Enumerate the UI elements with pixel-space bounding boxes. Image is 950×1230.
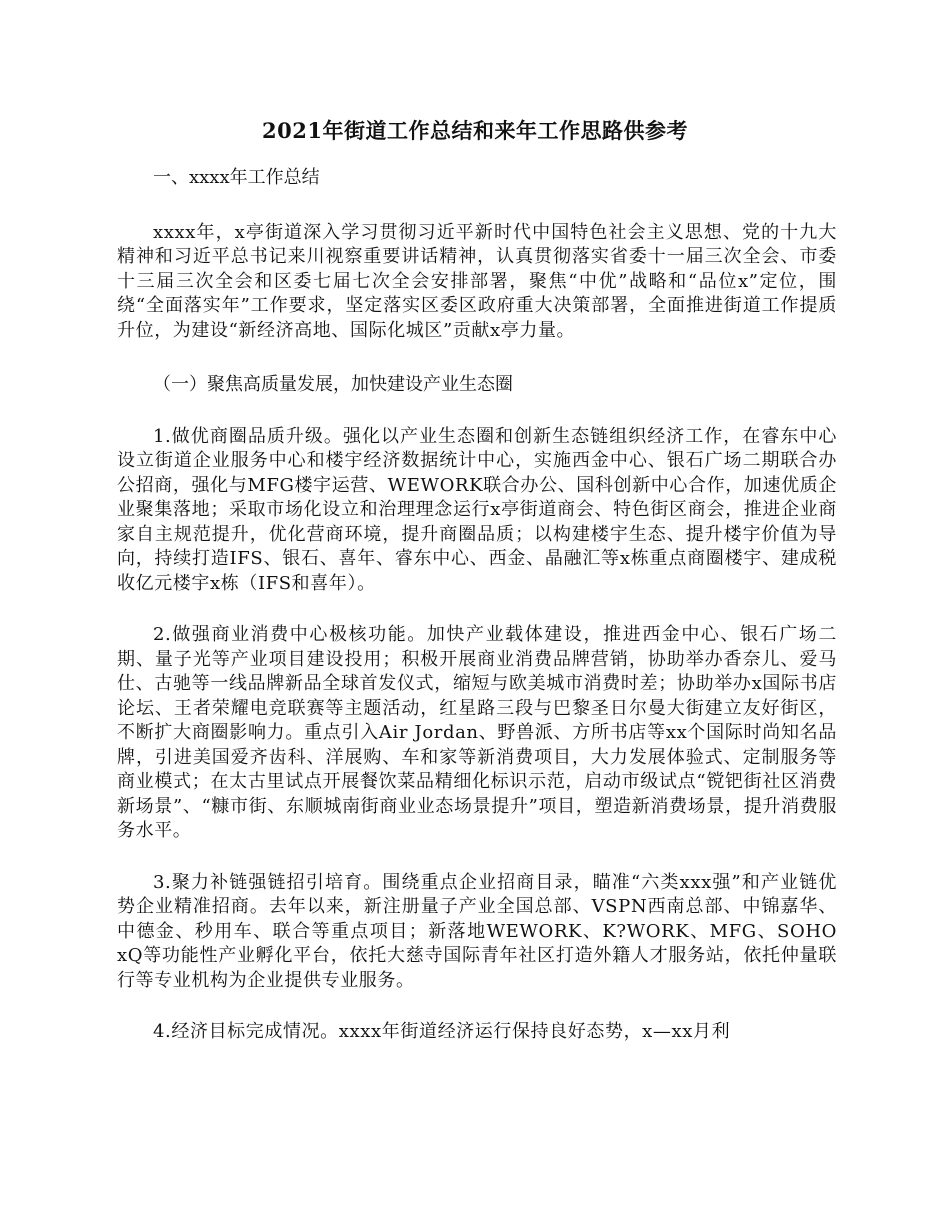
- paragraph-item-1: 1.做优商圈品质升级。强化以产业生态圈和创新生态链组织经济工作，在睿东中心设立街道企业服务中心和楼宇经济数据统计中心，实施西金中心、银石广场二期联合办公招商，强化与MFG楼宇运营、WEWORK联合办公、国科创新中心合作，加速优质企业聚集落地；采取市场化设立和治理理念运行x亭街道商会、特色街区商会，推进企业商家自主规范提升，优化营商环境，提升商圈品质；以构建楼宇生态、提升楼宇价值为导向，持续打造IFS、银石、喜年、睿东中心、西金、晶融汇等x栋重点商圈楼宇、建成税收亿元楼宇x栋（IFS和喜年）。: [117, 425, 837, 594]
- paragraph-item-3: 3.聚力补链强链招引培育。围绕重点企业招商目录，瞄准“六类xxx强”和产业链优势企业精准招商。去年以来，新注册量子产业全国总部、VSPN西南总部、中锦嘉华、中德金、秒用车、联合等重点项目；新落地WEWORK、K?WORK、MFG、SOHO xQ等功能性产业孵化平台，依托大慈寺国际青年社区打造外籍人才服务站，依托仲量联行等专业机构为企业提供专业服务。: [117, 871, 837, 991]
- subsection-heading: （一）聚焦高质量发展，加快建设产业生态圈: [153, 374, 513, 395]
- document-body: [117, 166, 837, 1045]
- intro-paragraph: xxxx年，x亭街道深入学习贯彻习近平新时代中国特色社会主义思想、党的十九大精神和习近平总书记来川视察重要讲话精神，认真贯彻落实省委十一届三次全会、市委十三届三次全会和区委七届七次全会安排部署，聚焦“中优”战略和“品位x”定位，围绕“全面落实年”工作要求，坚定落实区委区政府重大决策部署，全面推进街道工作提质升位，为建设“新经济高地、国际化城区”贡献x亭力量。: [117, 221, 837, 341]
- paragraph-item-2: 2.做强商业消费中心极核功能。加快产业载体建设，推进西金中心、银石广场二期、量子光等产业项目建设投用；积极开展商业消费品牌营销，协助举办香奈儿、爱马仕、古驰等一线品牌新品全球首发仪式，缩短与欧美城市消费时差；协助举办x国际书店论坛、王者荣耀电竞联赛等主题活动，红星路三段与巴黎圣日尔曼大街建立友好街区，不断扩大商圈影响力。重点引入Air Jordan、野兽派、方所书店等xx个国际时尚知名品牌，引进美国爱齐齿科、洋展购、车和家等新消费项目，大力发展体验式、定制服务等商业模式；在太古里试点开展餐饮菜品精细化标识示范，启动市级试点“镋钯街社区消费新场景”、“糠市街、东顺城南街商业业态场景提升”项目，塑造新消费场景，提升消费服务水平。: [117, 624, 837, 841]
- document-title: 2021年街道工作总结和来年工作思路供参考: [262, 118, 688, 143]
- paragraph-item-4: 4.经济目标完成情况。xxxx年街道经济运行保持良好态势，x—xx月利: [153, 1021, 731, 1042]
- section-heading: 一、xxxx年工作总结: [153, 167, 320, 188]
